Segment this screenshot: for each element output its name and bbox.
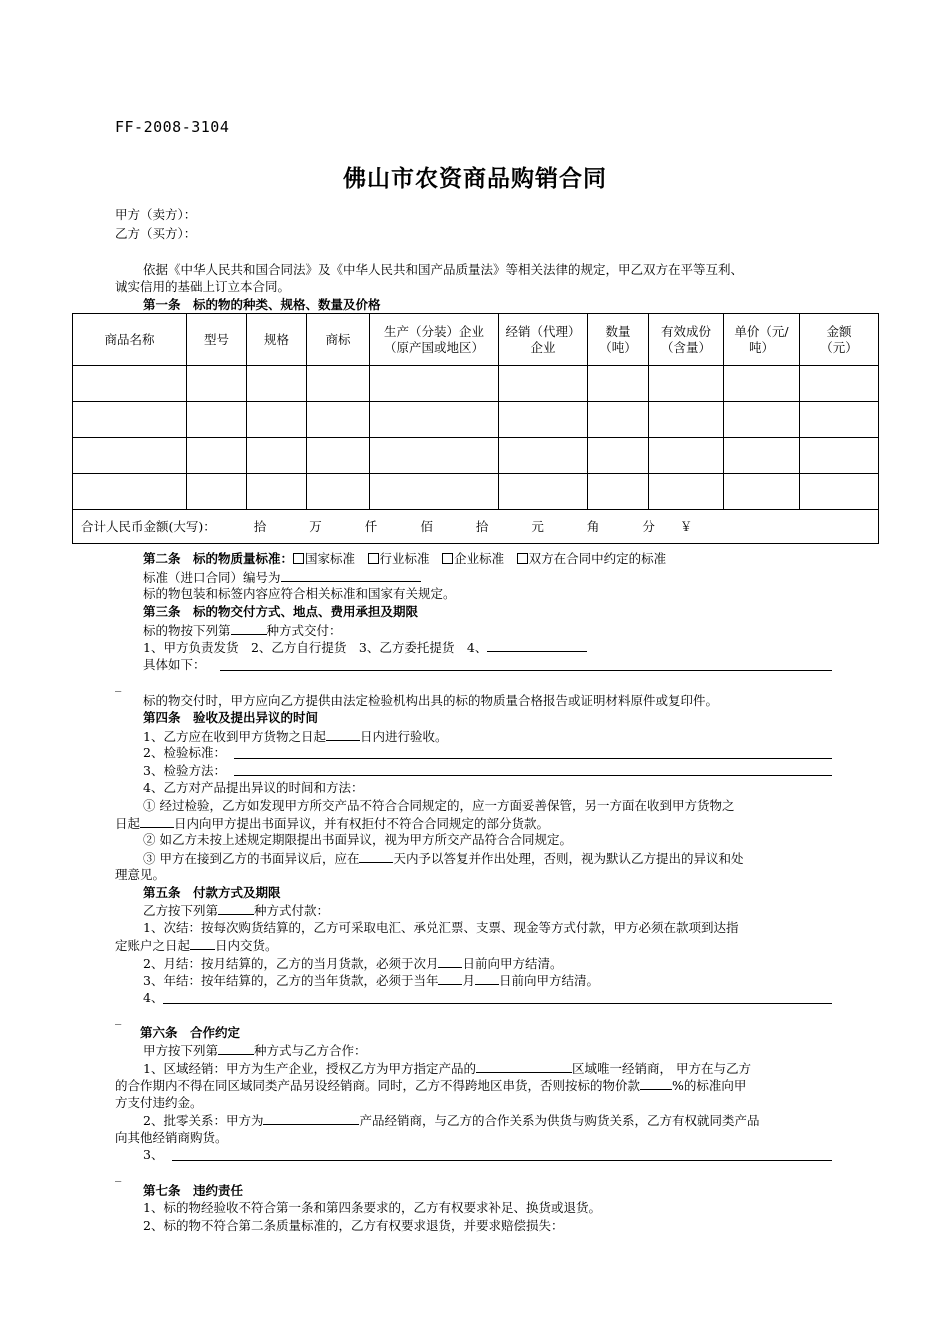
inspection-days-line	[143, 727, 447, 745]
table-cell[interactable]	[800, 438, 879, 474]
table-cell[interactable]	[247, 366, 307, 402]
article-3-title: 第三条 标的物交付方式、地点、费用承担及期限	[143, 604, 419, 619]
table-cell[interactable]	[649, 474, 724, 510]
cooperation-method-prefix: 甲方按下列第	[143, 1043, 219, 1058]
checkbox-national-standard[interactable]	[293, 553, 304, 564]
inspection-days-suffix: 日内进行验收。	[359, 729, 448, 744]
header-brand: 商标	[307, 314, 370, 366]
header-spec: 规格	[247, 314, 307, 366]
delivery-days-blank[interactable]	[190, 936, 215, 950]
table-cell[interactable]	[370, 366, 499, 402]
table-cell[interactable]	[724, 474, 800, 510]
unit-qian: 仟	[364, 518, 378, 534]
yearly-day-blank[interactable]	[475, 971, 499, 985]
delivery-method-suffix: 种方式交付：	[266, 623, 342, 638]
reply-days-blank[interactable]	[359, 849, 393, 863]
payment-per-order-2	[115, 936, 278, 954]
yearly-suffix: 日前向甲方结清。	[498, 973, 599, 988]
yearly-month-label: 月	[462, 973, 475, 988]
delivery-options-line	[143, 638, 587, 656]
payment-yearly	[143, 971, 599, 989]
table-cell[interactable]	[73, 438, 187, 474]
standard-number-line	[143, 568, 421, 586]
regional-dealer-suffix: 区域唯一经销商， 甲方在与乙方	[571, 1061, 751, 1076]
unit-shi-1: 拾	[253, 518, 267, 534]
table-row	[73, 438, 879, 474]
inspection-days-prefix: 1、乙方应在收到甲方货物之日起	[143, 729, 326, 744]
payment-method-suffix: 种方式付款：	[254, 903, 330, 918]
table-header-row	[73, 314, 879, 366]
checkbox-enterprise-standard[interactable]	[442, 553, 453, 564]
payment-monthly	[143, 954, 562, 972]
table-cell[interactable]	[588, 366, 649, 402]
header-unit-price: 单价（元/吨）	[724, 314, 800, 366]
objection-days-suffix: 日内向甲方提出书面异议，并有权拒付不符合合同规定的部分货款。	[174, 816, 550, 831]
dash-mark: _	[115, 677, 122, 692]
penalty-prefix: 的合作期内不得在同区域同类产品另设经销商。同时，乙方不得跨地区串货，否则按标的物价款	[115, 1078, 641, 1093]
article-5-title: 第五条 付款方式及期限	[143, 885, 281, 900]
article-2-title: 第二条 标的物质量标准：	[143, 551, 294, 566]
penalty-percent-blank[interactable]	[640, 1076, 672, 1090]
table-cell[interactable]	[73, 402, 187, 438]
delivery-method-blank[interactable]	[231, 621, 267, 635]
regional-dealer-line-2	[115, 1076, 746, 1094]
payment-other-blank[interactable]	[163, 1003, 832, 1004]
delivery-method-prefix: 标的物按下列第	[143, 623, 231, 638]
table-cell[interactable]	[649, 438, 724, 474]
table-cell[interactable]	[499, 402, 588, 438]
region-blank[interactable]	[476, 1059, 572, 1073]
reply-days-suffix: 天内予以答复并作出处理，否则，视为默认乙方提出的异议和处	[393, 851, 744, 866]
option-national-standard: 国家标准	[305, 551, 356, 566]
delivery-days-suffix: 日内交货。	[215, 938, 278, 953]
regional-dealer-prefix: 1、区域经销：甲方为生产企业，授权乙方为甲方指定产品的	[143, 1061, 476, 1076]
header-amount: 金额（元）	[800, 314, 879, 366]
liability-clause-2: 2、标的物不符合第二条质量标准的，乙方有权要求退货，并要求赔偿损失：	[143, 1218, 564, 1233]
objection-clause-1a: ① 经过检验，乙方如发现甲方所交产品不符合合同规定的，应一方面妥善保管，另一方面在收到甲方货物之	[143, 798, 735, 813]
table-cell[interactable]	[187, 474, 247, 510]
delivery-details-label: 具体如下：	[143, 657, 206, 672]
regional-dealer-line-3: 方支付违约金。	[115, 1095, 203, 1110]
delivery-details-blank[interactable]	[220, 670, 832, 671]
unit-fen: 分	[642, 518, 655, 534]
table-row	[73, 474, 879, 510]
unit-wan: 万	[309, 518, 322, 534]
dash-mark: _	[115, 1167, 122, 1182]
monthly-suffix: 日前向甲方结清。	[462, 956, 563, 971]
article-1-title: 第一条 标的物的种类、规格、数量及价格	[143, 297, 381, 312]
table-cell[interactable]	[307, 366, 370, 402]
table-cell[interactable]	[499, 438, 588, 474]
wholesale-suffix: 产品经销商，与乙方的合作关系为供货与购货关系，乙方有权就同类产品	[359, 1113, 760, 1128]
cooperation-method-line	[143, 1041, 367, 1059]
inspection-method-blank[interactable]	[234, 775, 832, 776]
article-6-title: 第六条 合作约定	[140, 1025, 241, 1040]
inspection-method-label: 3、检验方法：	[143, 763, 226, 778]
unit-bai: 佰	[420, 518, 433, 534]
table-cell[interactable]	[724, 366, 800, 402]
monthly-day-blank[interactable]	[438, 954, 462, 968]
table-cell[interactable]	[649, 366, 724, 402]
cooperation-other-label: 3、	[143, 1147, 164, 1162]
goods-table	[72, 313, 879, 544]
table-cell[interactable]	[800, 366, 879, 402]
dash-mark: _	[115, 1010, 122, 1025]
total-amount-row	[73, 510, 879, 544]
header-model: 型号	[187, 314, 247, 366]
objection-clause-3b: 理意见。	[115, 867, 166, 882]
objection-method-label: 4、乙方对产品提出异议的时间和方法：	[143, 780, 364, 795]
intro-line-2: 诚实信用的基础上订立本合同。	[115, 279, 291, 294]
table-cell[interactable]	[800, 402, 879, 438]
reply-days-prefix: ③ 甲方在接到乙方的书面异议后，应在	[143, 851, 360, 866]
document-number: FF-2008-3104	[115, 118, 230, 136]
table-cell[interactable]	[724, 438, 800, 474]
inspection-standard-blank[interactable]	[234, 758, 832, 759]
table-cell[interactable]	[588, 402, 649, 438]
option-industry-standard: 行业标准	[379, 551, 430, 566]
unit-jiao: 角	[586, 518, 600, 534]
table-cell[interactable]	[588, 474, 649, 510]
table-cell[interactable]	[307, 402, 370, 438]
payment-per-order-1: 1、次结：按每次购货结算的，乙方可采取电汇、承兑汇票、支票、现金等方式付款，甲方必须在款项到达指	[143, 920, 739, 935]
payment-method-line	[143, 901, 329, 919]
table-cell[interactable]	[499, 474, 588, 510]
table-cell[interactable]	[187, 438, 247, 474]
wholesale-line-1	[143, 1111, 759, 1129]
checkbox-agreed-standard[interactable]	[517, 553, 528, 564]
cooperation-other-blank[interactable]	[172, 1160, 832, 1161]
delivery-report-note: 标的物交付时，甲方应向乙方提供由法定检验机构出具的标的物质量合格报告或证明材料原件或复印件。	[143, 693, 719, 708]
total-amount-label: 合计人民币金额(大写)：	[81, 518, 216, 534]
delivery-option-4-blank[interactable]	[487, 638, 587, 652]
delivery-method-line	[143, 621, 342, 639]
inspection-standard-label: 2、检验标准：	[143, 745, 226, 760]
payment-method-blank[interactable]	[218, 901, 254, 915]
table-cell[interactable]	[649, 402, 724, 438]
penalty-suffix: %的标准向甲	[672, 1078, 747, 1093]
cooperation-method-suffix: 种方式与乙方合作：	[254, 1043, 367, 1058]
option-enterprise-standard: 企业标准	[454, 551, 505, 566]
table-cell[interactable]	[247, 438, 307, 474]
party-a-label: 甲方（卖方）：	[115, 207, 197, 222]
standard-number-blank[interactable]	[281, 568, 421, 582]
article-4-title: 第四条 验收及提出异议的时间	[143, 710, 319, 725]
header-quantity: 数量（吨）	[588, 314, 649, 366]
article-7-title: 第七条 违约责任	[143, 1183, 244, 1198]
contract-title: 佛山市农资商品购销合同	[343, 165, 607, 192]
table-cell[interactable]	[724, 402, 800, 438]
unit-yen: ￥	[679, 518, 693, 534]
unit-yuan: 元	[531, 518, 544, 534]
table-cell[interactable]	[187, 402, 247, 438]
table-cell[interactable]	[247, 402, 307, 438]
table-cell[interactable]	[800, 474, 879, 510]
table-cell[interactable]	[73, 474, 187, 510]
cooperation-method-blank[interactable]	[218, 1041, 254, 1055]
product-blank[interactable]	[263, 1111, 359, 1125]
objection-clause-2: ② 如乙方未按上述规定期限提出书面异议，视为甲方所交产品符合合同规定。	[143, 832, 572, 847]
objection-days-prefix: 日起	[115, 816, 141, 831]
header-distributor: 经销（代理）企业	[499, 314, 588, 366]
table-row	[73, 366, 879, 402]
header-active-ingredient: 有效成份（含量）	[649, 314, 724, 366]
table-cell[interactable]	[499, 366, 588, 402]
objection-clause-3a	[143, 849, 744, 867]
table-cell[interactable]	[73, 366, 187, 402]
table-cell[interactable]	[307, 438, 370, 474]
delivery-options-text: 1、甲方负责发货 2、乙方自行提货 3、乙方委托提货 4、	[143, 640, 488, 655]
yearly-prefix: 3、年结：按年结算的，乙方的当年货款，必须于当年	[143, 973, 439, 988]
table-cell[interactable]	[307, 474, 370, 510]
header-manufacturer: 生产（分装）企业（原产国或地区）	[370, 314, 499, 366]
wholesale-line-2: 向其他经销商购货。	[115, 1130, 228, 1145]
inspection-days-blank[interactable]	[326, 727, 360, 741]
table-cell[interactable]	[588, 438, 649, 474]
table-cell[interactable]	[370, 402, 499, 438]
wholesale-prefix: 2、批零关系：甲方为	[143, 1113, 264, 1128]
table-cell[interactable]	[370, 474, 499, 510]
table-cell[interactable]	[370, 438, 499, 474]
payment-other-label: 4、	[143, 990, 164, 1005]
table-cell[interactable]	[187, 366, 247, 402]
objection-days-blank[interactable]	[140, 814, 174, 828]
standard-number-label: 标准（进口合同）编号为	[143, 570, 281, 585]
table-row	[73, 402, 879, 438]
article-2-line	[143, 550, 666, 567]
total-amount-cell[interactable]	[73, 510, 879, 544]
objection-clause-1b	[115, 814, 549, 832]
delivery-days-prefix: 定账户之日起	[115, 938, 191, 953]
packaging-note: 标的物包装和标签内容应符合相关标准和国家有关规定。	[143, 586, 456, 601]
liability-clause-1: 1、标的物经验收不符合第一条和第四条要求的，乙方有权要求补足、换货或退货。	[143, 1200, 601, 1215]
intro-line-1: 依据《中华人民共和国合同法》及《中华人民共和国产品质量法》等相关法律的规定，甲乙双方在平等互利、	[143, 262, 744, 277]
monthly-prefix: 2、月结：按月结算的，乙方的当月货款，必须于次月	[143, 956, 439, 971]
payment-method-prefix: 乙方按下列第	[143, 903, 219, 918]
option-agreed-standard: 双方在合同中约定的标准	[528, 551, 667, 566]
checkbox-industry-standard[interactable]	[368, 553, 379, 564]
table-cell[interactable]	[247, 474, 307, 510]
unit-shi-2: 拾	[475, 518, 489, 534]
party-b-label: 乙方（买方）：	[115, 226, 197, 241]
header-product-name: 商品名称	[73, 314, 187, 366]
yearly-month-blank[interactable]	[438, 971, 462, 985]
regional-dealer-line-1	[143, 1059, 751, 1077]
